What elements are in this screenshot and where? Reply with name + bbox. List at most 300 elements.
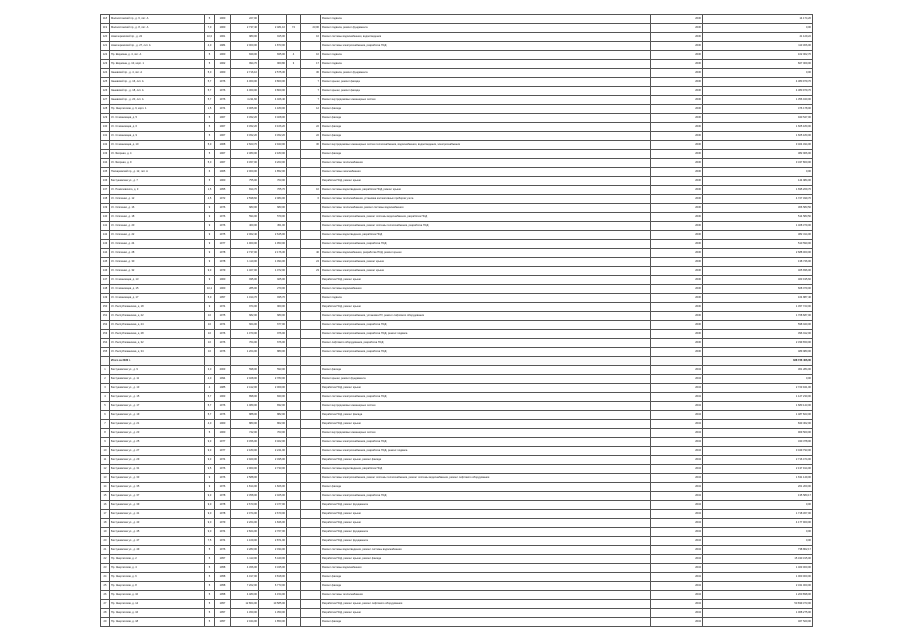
cell-sum: 135 580,17 — [703, 492, 813, 501]
table-row — [101, 474, 813, 483]
cell-year: 2030 — [651, 186, 703, 195]
cell-c5 — [287, 213, 301, 222]
cell-c3: 1 109,00 — [231, 537, 259, 546]
cell-c4: 3 800,00 — [259, 87, 287, 96]
cell-c4: 3 203,00 — [259, 159, 287, 168]
cell-addr: Пр. Энергетиков, д. 6 — [110, 573, 205, 582]
cell-c1: 9,0 — [205, 519, 215, 528]
repair-program-table — [100, 14, 813, 627]
cell-addr: Ул. Стахановцев, д. 17 — [110, 294, 205, 303]
cell-desc: Ремонт фасада — [321, 573, 651, 582]
cell-c5 — [287, 276, 301, 285]
cell-c1 — [205, 357, 215, 366]
cell-sum: 2 723 941,00 — [703, 384, 813, 393]
cell-c5 — [287, 96, 301, 105]
cell-c6 — [301, 114, 321, 123]
cell-desc: Ремонт фасада — [321, 123, 651, 132]
table-row — [101, 204, 813, 213]
cell-sum: 608 079,00 — [703, 285, 813, 294]
cell-desc: Ремонт системы электроснабжения, ремонт крыши — [321, 258, 651, 267]
cell-c3: 888,00 — [231, 411, 259, 420]
cell-c4: 677,00 — [259, 321, 287, 330]
cell-sum: 510 590,00 — [703, 240, 813, 249]
cell-addr: Бестужевская ул., д. 41 — [110, 510, 205, 519]
cell-sum: 1 457 723,00 — [703, 303, 813, 312]
cell-desc: Ремонт системы электроснабжения, разработка ПСД — [321, 492, 651, 501]
cell-addr: Ул. Республиканская, д. 18 — [110, 303, 205, 312]
cell-desc: Разработка ПСД, ремонт фундамента — [321, 537, 651, 546]
cell-c3: 3 452,20 — [231, 132, 259, 141]
cell-c5 — [287, 303, 301, 312]
cell-addr: Бестужевская ул., д. 37 — [110, 492, 205, 501]
cell-sum: 382 314,00 — [703, 231, 813, 240]
cell-addr: Бестужевская ул., д. 47 — [110, 537, 205, 546]
cell-c5 — [287, 366, 301, 375]
cell-c1: 5,0 — [205, 69, 215, 78]
cell-n: 127 — [101, 96, 110, 105]
cell-desc: Ремонт внутридомовых инженерных систем — [321, 96, 651, 105]
cell-n: 18 — [101, 519, 110, 528]
cell-c1: 5,7 — [205, 402, 215, 411]
cell-c5 — [287, 87, 301, 96]
cell-c1: 10,0 — [205, 33, 215, 42]
cell-c2: 1963 — [215, 393, 231, 402]
cell-c3: 2 264,00 — [231, 519, 259, 528]
cell-n: 14 — [101, 483, 110, 492]
cell-year: 2034 — [651, 384, 703, 393]
cell-addr: Пр. Энергетиков, д. 16 — [110, 609, 205, 618]
cell-c5 — [287, 411, 301, 420]
cell-sum: 2 137 914,00 — [703, 465, 813, 474]
cell-addr: Бестужевская ул., д. 21 — [110, 420, 205, 429]
cell-sum: 0,00 — [703, 69, 813, 78]
cell-c1: 7,5 — [205, 537, 215, 546]
cell-n: 6 — [101, 411, 110, 420]
cell-c3: 598,00 — [231, 366, 259, 375]
cell-c3: 3 457,00 — [231, 159, 259, 168]
table-row — [101, 501, 813, 510]
cell-c6 — [301, 429, 321, 438]
table-row — [101, 330, 813, 339]
cell-n: 16 — [101, 501, 110, 510]
cell-c1: 4,5 — [205, 195, 215, 204]
cell-year: 2030 — [651, 114, 703, 123]
cell-c4: 840,00 — [259, 393, 287, 402]
cell-c2: 1967 — [215, 159, 231, 168]
cell-c1: 9,3 — [205, 492, 215, 501]
cell-c2: 1967 — [215, 123, 231, 132]
cell-c3: 227,00 — [231, 15, 259, 24]
cell-desc: Ремонт крыши, ремонт фасада — [321, 78, 651, 87]
cell-desc: Разработка ПСД, ремонт крыши, ремонт лифтового оборудования — [321, 600, 651, 609]
cell-c3: 2 598,60 — [231, 195, 259, 204]
cell-c1: 9 — [205, 240, 215, 249]
cell-year: 2030 — [651, 240, 703, 249]
cell-c6: 22 — [301, 132, 321, 141]
cell-c6 — [301, 168, 321, 177]
cell-addr: Бестужевская ул., д. 25 — [110, 438, 205, 447]
cell-c4: 802,00 — [259, 420, 287, 429]
cell-c5 — [287, 420, 301, 429]
cell-c2: 1976 — [215, 96, 231, 105]
cell-n: 133 — [101, 150, 110, 159]
cell-c3: 2 180,00 — [231, 447, 259, 456]
cell-c5 — [287, 15, 301, 24]
cell-c4: 5 440,00 — [259, 555, 287, 564]
table-row — [101, 303, 813, 312]
cell-n: 144 — [101, 249, 110, 258]
cell-c4: 915,00 — [259, 33, 287, 42]
total-row — [101, 357, 813, 366]
cell-c3: 2 920,00 — [231, 456, 259, 465]
cell-c4: 4 154,00 — [259, 591, 287, 600]
cell-addr: Итого за 2030 г. — [110, 357, 205, 366]
cell-desc: Ремонт системы теплоснабжения — [321, 159, 651, 168]
cell-c5 — [287, 375, 301, 384]
cell-n: 11 — [101, 456, 110, 465]
cell-sum: 1 708 687,00 — [703, 312, 813, 321]
cell-c2: 1978 — [215, 510, 231, 519]
table-row — [101, 249, 813, 258]
cell-c6 — [301, 537, 321, 546]
cell-c6: 10 — [301, 186, 321, 195]
cell-c1: 9,3 — [205, 267, 215, 276]
cell-c5 — [287, 240, 301, 249]
cell-c6 — [301, 555, 321, 564]
cell-c1: 16 — [205, 330, 215, 339]
cell-n: 17 — [101, 510, 110, 519]
cell-c2: 1967 — [215, 114, 231, 123]
cell-c2: 1957 — [215, 555, 231, 564]
cell-c1: 9,3 — [205, 456, 215, 465]
cell-desc: Ремонт системы водоотведения, разработка ПСД — [321, 231, 651, 240]
cell-c1: 5 — [205, 591, 215, 600]
cell-n: 126 — [101, 87, 110, 96]
cell-desc: Ремонт подвала, ремонт фундамента — [321, 24, 651, 33]
cell-sum: 1 487 823,00 — [703, 411, 813, 420]
cell-c2: 1958 — [215, 573, 231, 582]
cell-c2: 1978 — [215, 492, 231, 501]
table-row — [101, 537, 813, 546]
cell-c2: 1976 — [215, 330, 231, 339]
cell-c6 — [301, 375, 321, 384]
cell-c1: 5 — [205, 177, 215, 186]
table-row — [101, 177, 813, 186]
cell-addr: Пр. Шаумяна, д. 4, лит. А — [110, 51, 205, 60]
table-row — [101, 456, 813, 465]
table-row — [101, 96, 813, 105]
cell-year: 2034 — [651, 582, 703, 591]
cell-addr: Ул. Стахановцев, д. 9 — [110, 132, 205, 141]
cell-c2: 1979 — [215, 519, 231, 528]
cell-c4: 2 670,00 — [259, 510, 287, 519]
table-row — [101, 492, 813, 501]
cell-c5 — [287, 546, 301, 555]
cell-c2: 1957 — [215, 618, 231, 627]
cell-sum: 1 680 143,00 — [703, 402, 813, 411]
cell-c6: 12 — [301, 105, 321, 114]
cell-sum: 338 736 406,00 — [703, 357, 813, 366]
cell-desc: Ремонт фасада — [321, 132, 651, 141]
cell-n: 122 — [101, 51, 110, 60]
table-row — [101, 483, 813, 492]
cell-c2: 1957 — [215, 294, 231, 303]
cell-addr: Ул. Осипенко, д. 28 — [110, 249, 205, 258]
cell-c4: 1 852,00 — [259, 168, 287, 177]
cell-c2: 1974 — [215, 456, 231, 465]
cell-year: 2030 — [651, 195, 703, 204]
cell-c4: 2 481,10 — [259, 24, 287, 33]
cell-addr: Бестужевская ул., д. 23 — [110, 429, 205, 438]
cell-year: 2030 — [651, 267, 703, 276]
cell-addr: Ул. Республиканская, д. 24 — [110, 321, 205, 330]
cell-c5 — [287, 132, 301, 141]
cell-desc: Ремонт внутридомовых инженерных систем теплоснабжения, водоснабжения, водоотведения, электроснабжения — [321, 141, 651, 150]
cell-c4: 3 452,20 — [259, 132, 287, 141]
cell-c2: 1958 — [215, 582, 231, 591]
cell-addr: Ул. Осипенко, д. 18 — [110, 213, 205, 222]
cell-c6 — [301, 384, 321, 393]
cell-c2: 1976 — [215, 213, 231, 222]
cell-sum: 598 940,00 — [703, 321, 813, 330]
cell-desc: Ремонт подвала — [321, 294, 651, 303]
cell-c4: 676,00 — [259, 339, 287, 348]
cell-n: 154 — [101, 339, 110, 348]
table-row — [101, 510, 813, 519]
cell-c5 — [287, 78, 301, 87]
cell-year: 2030 — [651, 276, 703, 285]
cell-c2: 1978 — [215, 501, 231, 510]
cell-addr: Пр. Шаумяна, д. 10, корп. 1 — [110, 60, 205, 69]
cell-c1: 9,3 — [205, 438, 215, 447]
cell-c5 — [287, 537, 301, 546]
cell-c3: 880,00 — [231, 420, 259, 429]
cell-c1: 9 — [205, 474, 215, 483]
cell-addr: Бестужевская ул., д. 33 — [110, 474, 205, 483]
cell-sum: 0,00 — [703, 501, 813, 510]
table-row — [101, 222, 813, 231]
cell-year: 2034 — [651, 483, 703, 492]
cell-c3: 980,00 — [231, 33, 259, 42]
cell-desc: Ремонт системы газоснабжения — [321, 168, 651, 177]
cell-n: 149 — [101, 294, 110, 303]
cell-c4: 2 645,00 — [259, 231, 287, 240]
cell-c3: 2 737,00 — [231, 249, 259, 258]
cell-c4 — [259, 474, 287, 483]
cell-desc: Ремонт крыши, ремонт фасада — [321, 87, 651, 96]
cell-c1: 5 — [205, 15, 215, 24]
cell-c4: 2 767,00 — [259, 528, 287, 537]
table-row — [101, 33, 813, 42]
cell-c2: 1977 — [215, 438, 231, 447]
cell-c3: 2 028,00 — [231, 375, 259, 384]
cell-c6: 23 — [301, 267, 321, 276]
table-row — [101, 51, 813, 60]
cell-year: 2034 — [651, 402, 703, 411]
cell-addr: Заневский пр., д. 20, лит. А — [110, 96, 205, 105]
cell-year: 2030 — [651, 141, 703, 150]
cell-c5 — [287, 384, 301, 393]
cell-desc: Разработка ПСД, ремонт крыши — [321, 303, 651, 312]
cell-year: 2034 — [651, 420, 703, 429]
cell-year: 2030 — [651, 258, 703, 267]
cell-c6 — [301, 339, 321, 348]
cell-year: 2030 — [651, 51, 703, 60]
table-row — [101, 141, 813, 150]
cell-addr: Ул. Осипенко, д. 22 — [110, 231, 205, 240]
table-row — [101, 276, 813, 285]
cell-c6 — [301, 456, 321, 465]
cell-c6 — [301, 393, 321, 402]
cell-c6 — [301, 15, 321, 24]
table-row — [101, 240, 813, 249]
cell-c1: 3,0 — [205, 366, 215, 375]
cell-n: 125 — [101, 78, 110, 87]
cell-year: 2034 — [651, 573, 703, 582]
cell-n — [101, 357, 110, 366]
cell-addr: Пр. Энергетиков, д. 8 — [110, 582, 205, 591]
cell-c5 — [287, 339, 301, 348]
cell-year: 2030 — [651, 204, 703, 213]
cell-sum: 4 177 900,00 — [703, 519, 813, 528]
cell-c2: 1975 — [215, 312, 231, 321]
cell-c2: 1978 — [215, 258, 231, 267]
cell-c5 — [287, 258, 301, 267]
cell-c2: 1960 — [215, 69, 231, 78]
cell-addr: Бестужевская ул., д. 15 — [110, 393, 205, 402]
cell-n: 3 — [101, 384, 110, 393]
cell-addr: Ул. Стахановцев, д. 13 — [110, 276, 205, 285]
cell-addr: Ул. Осипенко, д. 16 — [110, 204, 205, 213]
cell-c3: 2 716,10 — [231, 69, 259, 78]
table-row — [101, 78, 813, 87]
cell-c6 — [301, 231, 321, 240]
cell-c4: 3 402,00 — [259, 438, 287, 447]
cell-c1: 5,7 — [205, 96, 215, 105]
cell-c4: 880,00 — [259, 348, 287, 357]
cell-c2: 1960 — [215, 276, 231, 285]
cell-c4: 2 871,00 — [259, 537, 287, 546]
cell-desc: Ремонт системы водоотведения, разработка ПСД — [321, 465, 651, 474]
cell-c2: 1974 — [215, 303, 231, 312]
cell-c6: 30 — [301, 69, 321, 78]
cell-c4: 765,70 — [259, 186, 287, 195]
table-row — [101, 87, 813, 96]
cell-c5 — [287, 285, 301, 294]
cell-n: 140 — [101, 213, 110, 222]
cell-c1: 5 — [205, 114, 215, 123]
cell-c1: 16 — [205, 312, 215, 321]
cell-desc: Ремонт подвала — [321, 51, 651, 60]
cell-c6 — [301, 348, 321, 357]
cell-addr: Ул. Республиканская, д. 32 — [110, 339, 205, 348]
cell-n: 153 — [101, 330, 110, 339]
cell-sum: 467 520,00 — [703, 618, 813, 627]
cell-sum: 3 049 793,00 — [703, 447, 813, 456]
cell-year: 2034 — [651, 519, 703, 528]
cell-c6 — [301, 483, 321, 492]
cell-sum: 396 912,00 — [703, 330, 813, 339]
cell-n: 145 — [101, 258, 110, 267]
cell-c5 — [287, 519, 301, 528]
table-row — [101, 186, 813, 195]
cell-sum: 144 984,00 — [703, 177, 813, 186]
cell-c3: 1 960,00 — [231, 240, 259, 249]
cell-c6 — [301, 222, 321, 231]
cell-c4: 1 850,00 — [259, 618, 287, 627]
table-body — [101, 15, 813, 627]
cell-c3: 2 960,00 — [231, 465, 259, 474]
cell-c1: 5,0 — [205, 159, 215, 168]
cell-c3: 1 089,00 — [231, 402, 259, 411]
cell-addr: Малоохтинский пр., д. 8, лит. А — [110, 24, 205, 33]
cell-c6 — [301, 285, 321, 294]
cell-c4: 683,00 — [259, 204, 287, 213]
cell-year: 2034 — [651, 375, 703, 384]
cell-c2: 1977 — [215, 447, 231, 456]
cell-c5 — [287, 105, 301, 114]
cell-c4: 2 183,00 — [259, 150, 287, 159]
cell-c5 — [287, 294, 301, 303]
cell-desc: Ремонт системы электроснабжения, разработка ПСД — [321, 438, 651, 447]
cell-year: 2030 — [651, 96, 703, 105]
cell-c6: 7 — [301, 87, 321, 96]
cell-addr: Бестужевская ул., д. 29 — [110, 456, 205, 465]
table-row — [101, 600, 813, 609]
cell-n: 5 — [101, 402, 110, 411]
table-row — [101, 42, 813, 51]
cell-c1: 5 — [205, 573, 215, 582]
cell-c4: 2 477,00 — [259, 501, 287, 510]
cell-c5: 4 — [287, 51, 301, 60]
cell-c6 — [301, 600, 321, 609]
cell-c1: 1,5 — [205, 186, 215, 195]
cell-c1: 9 — [205, 483, 215, 492]
cell-addr: Бестужевская ул., д. 13 — [110, 384, 205, 393]
cell-c5 — [287, 456, 301, 465]
cell-c2: 1957 — [215, 609, 231, 618]
cell-year: 2030 — [651, 123, 703, 132]
cell-year: 2034 — [651, 429, 703, 438]
cell-c4: 960,80 — [259, 60, 287, 69]
cell-addr: Бестужевская ул., д. 9 — [110, 366, 205, 375]
cell-c2: 1960 — [215, 51, 231, 60]
table-row — [101, 438, 813, 447]
cell-addr: Ул. Осипенко, д. 32 — [110, 267, 205, 276]
cell-year: 2034 — [651, 501, 703, 510]
cell-c3: 664,00 — [231, 321, 259, 330]
cell-sum: 4 727 499,70 — [703, 195, 813, 204]
table-row — [101, 519, 813, 528]
table-row — [101, 384, 813, 393]
cell-desc: Ремонт системы электроснабжения, разработка ПСД, ремонт подвала — [321, 330, 651, 339]
cell-c6: 17 — [301, 60, 321, 69]
cell-sum: 405 836,00 — [703, 267, 813, 276]
cell-n: 141 — [101, 222, 110, 231]
cell-c6 — [301, 321, 321, 330]
cell-c2: 1976 — [215, 546, 231, 555]
cell-year: 2034 — [651, 564, 703, 573]
table-row — [101, 258, 813, 267]
cell-year: 2030 — [651, 150, 703, 159]
cell-c5: 3 — [287, 60, 301, 69]
cell-c1: 5 — [205, 618, 215, 627]
cell-desc: Ремонт системы электроснабжения, ремонт системы теплоснабжения, разработка ПСД — [321, 222, 651, 231]
cell-sum: 164 887,46 — [703, 294, 813, 303]
cell-c2: 1962 — [215, 60, 231, 69]
cell-year: 2030 — [651, 177, 703, 186]
cell-desc: Ремонт системы теплоснабжения — [321, 591, 651, 600]
